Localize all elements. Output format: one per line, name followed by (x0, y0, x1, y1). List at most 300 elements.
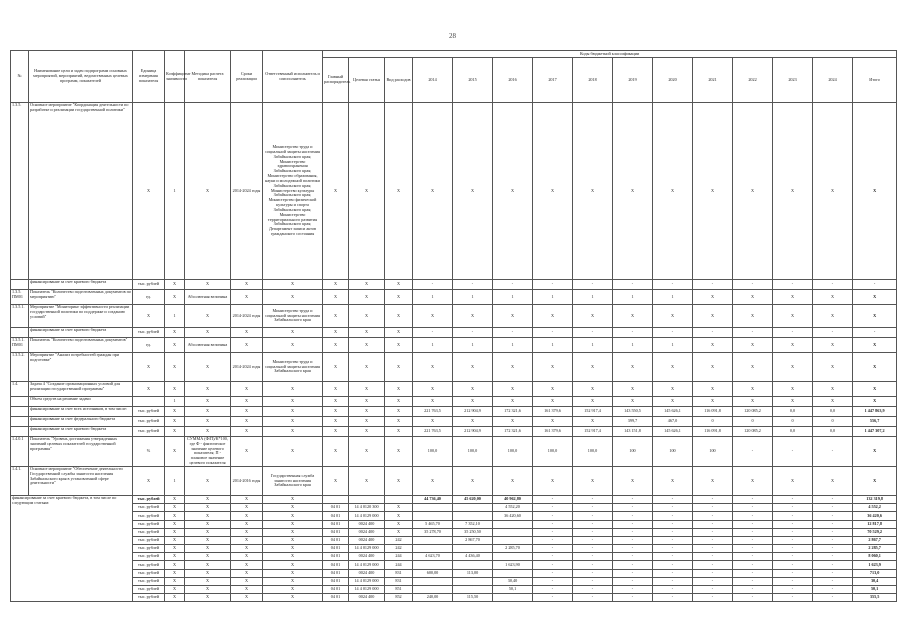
row-code-admin: Х (323, 328, 349, 338)
row-coef: Х (165, 407, 185, 417)
row-year-value: 100,0 (493, 437, 533, 467)
row-year-value: - (733, 569, 773, 577)
row-code-section: Х (349, 417, 385, 427)
row-year-value: - (813, 520, 853, 528)
row-code-type: 831 (385, 577, 413, 585)
row-year-value: - (693, 495, 733, 503)
row-method: Х (185, 520, 231, 528)
row-year-value: 5 465,70 (413, 520, 453, 528)
row-year-value: - (773, 577, 813, 585)
row-code-section: Х (349, 407, 385, 417)
row-year-value: Х (693, 290, 733, 305)
row-total: Х (853, 290, 897, 305)
row-unit: тыс. рублей (133, 512, 165, 520)
row-year-value: 36 420,60 (493, 512, 533, 520)
row-year-value: - (573, 545, 613, 553)
row-method: Х (185, 103, 231, 280)
row-responsible: Х (263, 569, 323, 577)
row-year-value (493, 594, 533, 602)
row-year-value: Х (613, 397, 653, 407)
row-year-value: Х (813, 382, 853, 397)
row-year-value: Х (813, 397, 853, 407)
row-year-value: 100 (653, 437, 693, 467)
row-year-value: - (813, 594, 853, 602)
row-year-value: - (533, 328, 573, 338)
row-year-value: Х (653, 305, 693, 328)
row-code-section: 14 4 0129 000 (349, 545, 385, 553)
row-responsible: Х (263, 427, 323, 437)
row-term: Х (231, 328, 263, 338)
row-method: Х (185, 528, 231, 536)
row-coef: Х (165, 290, 185, 305)
row-total: Х (853, 397, 897, 407)
row-year-value: - (813, 561, 853, 569)
row-year-value (413, 545, 453, 553)
row-year-value: - (453, 328, 493, 338)
row-unit: тыс. рублей (133, 528, 165, 536)
row-year-value (493, 569, 533, 577)
row-year-value: Х (733, 305, 773, 328)
row-year-value: 120 085,2 (733, 427, 773, 437)
row-code-admin: 04 01 (323, 569, 349, 577)
row-year-value: 152 917,4 (573, 407, 613, 417)
row-year-value: 35 250,50 (453, 528, 493, 536)
row-year-value: Х (493, 305, 533, 328)
header-codes-group: Коды бюджетной классификации (323, 51, 897, 58)
row-year-value: - (573, 328, 613, 338)
row-year-value: - (413, 328, 453, 338)
row-code-type: Х (385, 280, 413, 290)
row-year-value: Х (773, 103, 813, 280)
row-code-type: 242 (385, 545, 413, 553)
row-year-value: Х (493, 353, 533, 382)
row-year-value: - (773, 495, 813, 503)
row-method: Х (185, 397, 231, 407)
row-year-value: 115,50 (453, 594, 493, 602)
row-year-value: - (533, 536, 573, 544)
row-year-value: - (773, 520, 813, 528)
row-year-value: Х (453, 417, 493, 427)
row-year-value: 100,0 (573, 437, 613, 467)
row-year-value: Х (613, 305, 653, 328)
row-total: 556,7 (853, 417, 897, 427)
row-code-type: Х (385, 328, 413, 338)
row-method: Х (185, 536, 231, 544)
row-year-value: - (613, 512, 653, 520)
table-row (11, 553, 897, 561)
row-year-value: - (733, 577, 773, 585)
table-row (11, 495, 897, 503)
row-coef: Х (165, 512, 185, 520)
row-code-type: 831 (385, 569, 413, 577)
table-row (11, 305, 897, 328)
row-code-admin: Х (323, 290, 349, 305)
row-number: 1.3.5. ПМ01 (11, 290, 29, 305)
row-code-admin: Х (323, 417, 349, 427)
row-year-value: 143 550,5 (613, 407, 653, 417)
row-term: Х (231, 495, 263, 503)
row-year-value: 0,0 (813, 427, 853, 437)
row-name: финансирование за счет краевого бюджета (29, 328, 133, 338)
row-year-value: - (573, 504, 613, 512)
row-year-value (453, 545, 493, 553)
row-year-value: Х (573, 353, 613, 382)
row-year-value: - (653, 280, 693, 290)
row-code-admin: Х (323, 338, 349, 353)
row-year-value: - (693, 520, 733, 528)
row-year-value: - (573, 280, 613, 290)
row-total: 30,4 (853, 577, 897, 585)
row-year-value: - (613, 577, 653, 585)
row-year-value: - (733, 328, 773, 338)
row-term: Х (231, 290, 263, 305)
row-year-value: Х (733, 397, 773, 407)
row-year-value: - (693, 586, 733, 594)
row-code-admin: 04 01 (323, 504, 349, 512)
row-total: 1 447 863,9 (853, 407, 897, 417)
row-code-admin: 04 01 (323, 561, 349, 569)
row-year-value: 100,0 (413, 437, 453, 467)
row-code-type: Х (385, 528, 413, 536)
row-code-admin: 04 01 (323, 536, 349, 544)
row-method: Х (185, 382, 231, 397)
row-year-value: Х (493, 382, 533, 397)
row-year-value: - (653, 504, 693, 512)
row-total: Х (853, 382, 897, 397)
row-total: 36 420,6 (853, 512, 897, 520)
row-year-value: - (813, 328, 853, 338)
row-term: Х (231, 504, 263, 512)
row-year-value (493, 553, 533, 561)
row-code-admin: Х (323, 305, 349, 328)
row-year-value: Х (813, 466, 853, 495)
row-term: 2014-2024 годы (231, 305, 263, 328)
row-responsible: Х (263, 586, 323, 594)
row-total: Х (853, 305, 897, 328)
row-total: 2 285,7 (853, 545, 897, 553)
row-unit: Х (133, 353, 165, 382)
row-responsible: Х (263, 437, 323, 467)
row-name: Показатель "Уровень достижения утвержденных значений целевых показателей государственной программы" (29, 437, 133, 467)
row-responsible: Х (263, 504, 323, 512)
table-row (11, 594, 897, 602)
row-year-value: - (773, 328, 813, 338)
row-term: Х (231, 561, 263, 569)
row-method: Х (185, 305, 231, 328)
row-responsible: Х (263, 495, 323, 503)
row-unit: ед. (133, 290, 165, 305)
row-coef: 1 (165, 397, 185, 407)
row-year-value: - (533, 280, 573, 290)
row-number: 1.3.5.2. (11, 353, 29, 382)
table-row (11, 586, 897, 594)
row-year-value: - (773, 545, 813, 553)
row-code-section: Х (349, 290, 385, 305)
row-year-value: Х (693, 338, 733, 353)
row-year-value: 240,00 (413, 594, 453, 602)
row-year-value: Х (653, 353, 693, 382)
header-responsible: Ответственный исполнитель и соисполнитель (263, 51, 323, 103)
row-year-value: - (733, 437, 773, 467)
row-year-value: Х (493, 103, 533, 280)
row-year-value: - (693, 545, 733, 553)
row-code-section: 14 4 0120 300 (349, 504, 385, 512)
row-code-type: 244 (385, 553, 413, 561)
row-coef: Х (165, 528, 185, 536)
row-method: Х (185, 280, 231, 290)
row-year-value (453, 586, 493, 594)
header-name: Наименование цели и задач подпрограмм основных мероприятий, мероприятий, ведомственных целевых программ, показателей (29, 51, 133, 103)
row-total: 70 529,2 (853, 528, 897, 536)
row-year-value: - (733, 520, 773, 528)
row-year-value: Х (653, 382, 693, 397)
row-method: Х (185, 577, 231, 585)
row-year-value: - (653, 512, 693, 520)
row-responsible: Государственная служба занятости населения Забайкальского края (263, 466, 323, 495)
row-year-value: - (533, 577, 573, 585)
row-year-value: 1 (613, 290, 653, 305)
row-term: Х (231, 586, 263, 594)
row-code-section: 0024 400 (349, 536, 385, 544)
row-code-admin: 04 01 (323, 528, 349, 536)
row-term: Х (231, 427, 263, 437)
row-year-value: Х (533, 466, 573, 495)
row-year-value: - (773, 569, 813, 577)
row-code-section: Х (349, 338, 385, 353)
row-year-value: - (733, 536, 773, 544)
header-unit: Единица измерения показателя (133, 51, 165, 103)
row-year-value: 113,00 (453, 569, 493, 577)
row-year-value: 1 (493, 290, 533, 305)
row-year-value: Х (453, 305, 493, 328)
row-year-value: 1 (413, 290, 453, 305)
row-method: СУММА (Ф/П)/К*100, где Ф - фактическое значение целевого показателя; П - плановое значение целевого показателя (185, 437, 231, 467)
row-year-value: - (573, 561, 613, 569)
row-method: Х (185, 466, 231, 495)
header-num: № (11, 51, 29, 103)
row-term: 2014-2024 годы (231, 103, 263, 280)
row-unit: тыс. рублей (133, 520, 165, 528)
row-code-section: 14 4 0129 000 (349, 577, 385, 585)
row-year-value: - (613, 528, 653, 536)
row-number: 1.4. (11, 382, 29, 397)
row-term: Х (231, 577, 263, 585)
header-year: 2021 (693, 58, 733, 103)
row-name: Мероприятие "Анализ потребностей граждан при подготовке" (29, 353, 133, 382)
row-year-value: - (733, 528, 773, 536)
row-code-admin: 04 01 (323, 586, 349, 594)
table-row (11, 536, 897, 544)
row-year-value: 0,0 (813, 407, 853, 417)
row-unit: тыс. рублей (133, 280, 165, 290)
row-year-value: - (733, 553, 773, 561)
row-year-value: - (613, 520, 653, 528)
header-code-type: Вид расходов (385, 58, 413, 103)
row-total: Х (853, 103, 897, 280)
row-total: 132 319,8 (853, 495, 897, 503)
row-total: Х (853, 338, 897, 353)
row-code-type: Х (385, 397, 413, 407)
row-name: Мероприятие "Мониторинг эффективности реализации государственной политики по поддержке и созданию условий" (29, 305, 133, 328)
table-row (11, 338, 897, 353)
row-year-value: 1 (533, 338, 573, 353)
row-year-value: Х (413, 382, 453, 397)
row-year-value: - (613, 594, 653, 602)
header-year: 2017 (533, 58, 573, 103)
row-term: Х (231, 553, 263, 561)
header-year: 2014 (413, 58, 453, 103)
row-year-value: Х (653, 397, 693, 407)
row-year-value: - (653, 495, 693, 503)
row-name: Показатель "Количество подготовленных документов" (29, 338, 133, 353)
row-year-value: - (653, 569, 693, 577)
row-year-value: - (653, 545, 693, 553)
row-year-value: Х (773, 382, 813, 397)
row-year-value: - (693, 504, 733, 512)
header-year: 2022 (733, 58, 773, 103)
row-number: 1.3.5.1. ПМ01 (11, 338, 29, 353)
header-coef: Коэффициент значимости (165, 51, 185, 103)
row-code-section: Х (349, 466, 385, 495)
row-year-value: 152 917,4 (573, 427, 613, 437)
row-year-value: Х (813, 338, 853, 353)
row-year-value: - (813, 512, 853, 520)
row-year-value: - (613, 545, 653, 553)
row-total: 12 817,8 (853, 520, 897, 528)
row-year-value: - (533, 528, 573, 536)
row-method: Х (185, 427, 231, 437)
row-coef: Х (165, 382, 185, 397)
row-responsible: Х (263, 338, 323, 353)
row-coef: Х (165, 338, 185, 353)
row-code-section: 14 4 0129 000 (349, 561, 385, 569)
row-year-value: - (733, 504, 773, 512)
row-year-value: - (653, 553, 693, 561)
row-year-value: Х (453, 353, 493, 382)
header-year: 2018 (573, 58, 613, 103)
row-method: Х (185, 417, 231, 427)
row-code-admin: 04 01 (323, 520, 349, 528)
row-year-value: - (573, 520, 613, 528)
row-term: 2014-2016 годы (231, 466, 263, 495)
row-year-value: 161 379,6 (533, 427, 573, 437)
row-unit: тыс. рублей (133, 328, 165, 338)
row-code-section: 0024 400 (349, 594, 385, 602)
row-year-value: Х (733, 103, 773, 280)
row-code-section: Х (349, 382, 385, 397)
row-code-section: Х (349, 103, 385, 280)
row-code-type: Х (385, 353, 413, 382)
row-unit: тыс. рублей (133, 586, 165, 594)
row-year-value: - (573, 553, 613, 561)
row-year-value: - (733, 594, 773, 602)
row-year-value (453, 512, 493, 520)
row-method: Х (185, 586, 231, 594)
row-year-value: - (613, 561, 653, 569)
row-year-value: - (533, 561, 573, 569)
row-year-value: - (453, 280, 493, 290)
row-year-value: - (773, 586, 813, 594)
row-code-section: Х (349, 280, 385, 290)
row-year-value: 145 626,1 (653, 407, 693, 417)
row-total: 50,1 (853, 586, 897, 594)
row-code-type: 244 (385, 561, 413, 569)
row-year-value: - (533, 594, 573, 602)
row-year-value: Х (573, 305, 613, 328)
row-year-value: 0,0 (773, 427, 813, 437)
row-unit: тыс. рублей (133, 577, 165, 585)
row-total: 8 060,1 (853, 553, 897, 561)
row-responsible: Х (263, 536, 323, 544)
table-row (11, 512, 897, 520)
table-row (11, 437, 897, 467)
row-responsible: Министерство труда и социальной защиты населения Забайкальского края; Министерство здравоохранения Забайкальского края; Министерство образования, науки и молодежной политики Забайкальского края; Министерство культуры Забайкальского края; Министерство физической культуры и спорта Забайкальского края; Министерство территориального развития Забайкальского края; Департамент записи актов гражданского состояния (263, 103, 323, 280)
row-year-value: Х (453, 382, 493, 397)
row-method: Х (185, 594, 231, 602)
row-year-value: 172 321,6 (493, 407, 533, 417)
row-year-value: Х (533, 382, 573, 397)
row-year-value: - (813, 495, 853, 503)
row-year-value: - (573, 577, 613, 585)
row-unit: Х (133, 382, 165, 397)
row-year-value: - (693, 594, 733, 602)
row-year-value (413, 512, 453, 520)
row-unit: тыс. рублей (133, 417, 165, 427)
row-term: Х (231, 407, 263, 417)
row-coef: Х (165, 536, 185, 544)
row-year-value: 30,40 (493, 577, 533, 585)
row-responsible: Х (263, 512, 323, 520)
row-year-value: 4 436,40 (453, 553, 493, 561)
row-name: Основное мероприятие "Обеспечение деятельности Государственной службы занятости населения Забайкальского края в установленной сфере деятельности" (29, 466, 133, 495)
row-total: Х (853, 353, 897, 382)
row-responsible: Х (263, 407, 323, 417)
row-year-value: - (613, 504, 653, 512)
row-year-value: - (813, 545, 853, 553)
row-number: 1.4.1. (11, 466, 29, 495)
row-year-value (413, 536, 453, 544)
row-year-value: Х (733, 466, 773, 495)
row-year-value: - (693, 553, 733, 561)
row-responsible: Министерство труда и социальной защиты населения Забайкальского края (263, 353, 323, 382)
table-row (11, 353, 897, 382)
row-year-value (453, 504, 493, 512)
row-year-value: 45 620,00 (453, 495, 493, 503)
row-code-admin: 04 01 (323, 512, 349, 520)
row-year-value: - (573, 512, 613, 520)
row-coef: Х (165, 437, 185, 467)
row-year-value: - (613, 536, 653, 544)
row-code-type: 242 (385, 536, 413, 544)
row-code-type: Х (385, 466, 413, 495)
row-year-value: - (773, 504, 813, 512)
row-year-value: Х (773, 305, 813, 328)
row-code-section: Х (349, 427, 385, 437)
row-code-type: Х (385, 427, 413, 437)
row-year-value: Х (613, 466, 653, 495)
program-table (10, 50, 897, 602)
row-code-admin: Х (323, 427, 349, 437)
row-code-section: Х (349, 437, 385, 467)
row-coef: Х (165, 561, 185, 569)
row-total: Х (853, 466, 897, 495)
row-year-value: - (573, 569, 613, 577)
row-code-type: Х (385, 407, 413, 417)
row-year-value: - (653, 328, 693, 338)
row-year-value: Х (413, 417, 453, 427)
row-year-value: - (613, 495, 653, 503)
row-coef: Х (165, 594, 185, 602)
